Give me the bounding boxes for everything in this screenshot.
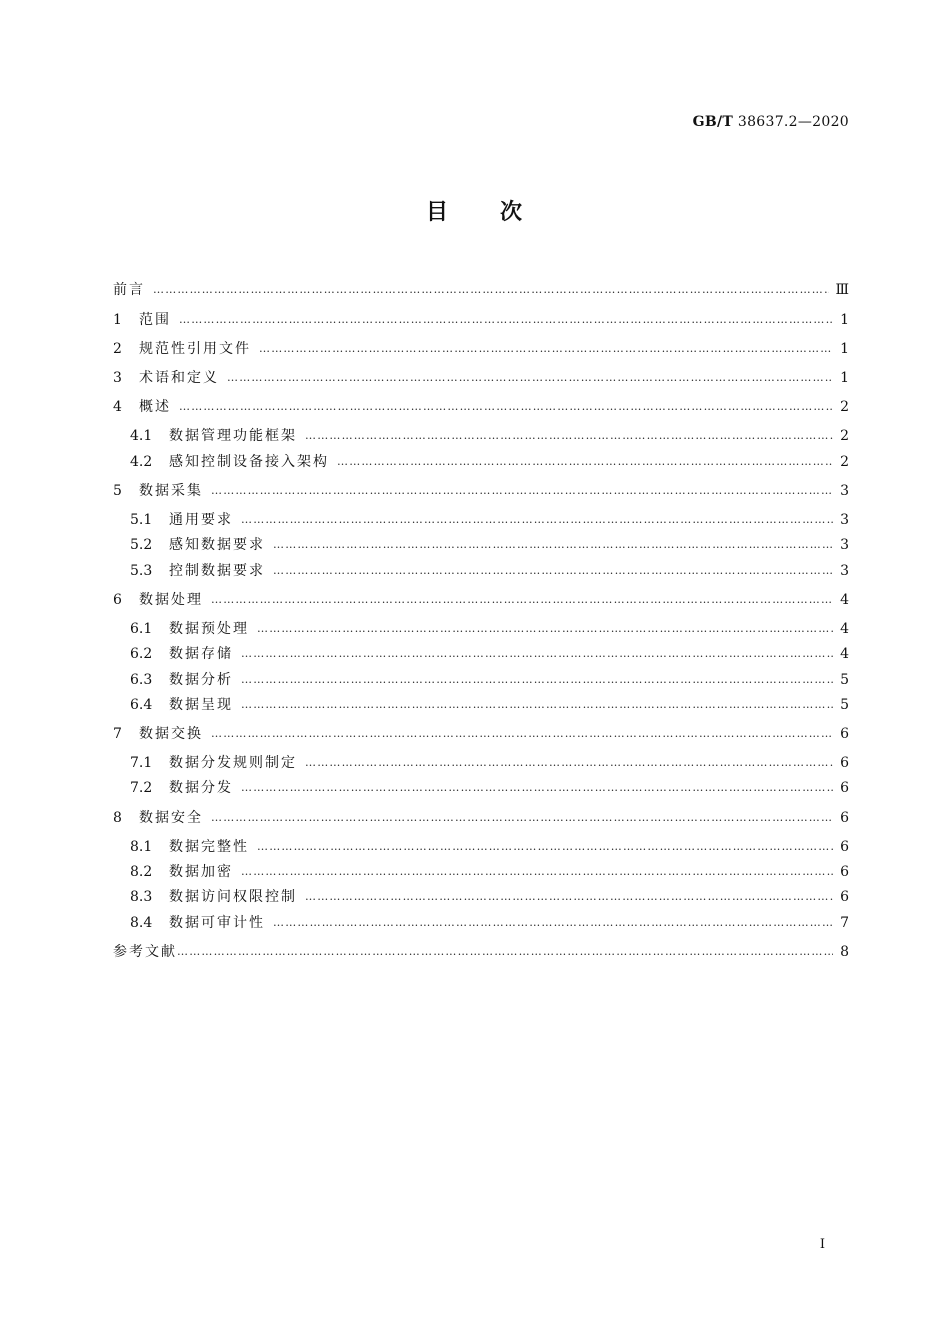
toc-entry[interactable] [113, 387, 849, 416]
toc-entry-page: 3 [840, 537, 849, 554]
toc-entry-title: 控制数据要求 [169, 562, 265, 579]
toc-leader-dots [211, 809, 833, 827]
toc-entry-page: 6 [840, 726, 849, 743]
toc-leader-dots [241, 863, 833, 881]
toc-entry-title: 数据采集 [139, 483, 203, 500]
toc-leader-dots [273, 562, 833, 580]
toc-entry-number: 6.4 [130, 696, 153, 713]
toc-entry[interactable] [113, 743, 849, 772]
toc-entry-number: 7.2 [130, 780, 153, 797]
toc-leader-dots [241, 645, 833, 663]
toc-entry[interactable] [113, 416, 849, 445]
toc-entry[interactable] [113, 299, 849, 328]
toc-entry[interactable] [113, 638, 849, 663]
toc-entry-page: 1 [840, 311, 849, 328]
toc-leader-dots [211, 482, 833, 500]
toc-entry[interactable] [113, 529, 849, 554]
toc-entry-page: 4 [840, 591, 849, 608]
toc-leader-dots [257, 620, 833, 638]
toc-leader-dots [179, 311, 833, 329]
toc-entry[interactable] [113, 554, 849, 579]
toc-entry-title: 数据管理功能框架 [169, 428, 297, 445]
toc-entry-page: 6 [840, 755, 849, 772]
toc-entry-number: 4.1 [130, 428, 153, 445]
toc-entry[interactable] [113, 932, 849, 961]
title-char-1: 目 [425, 200, 450, 225]
toc-entry-page: 3 [840, 483, 849, 500]
toc-leader-dots [337, 453, 833, 471]
toc-leader-dots [211, 725, 833, 743]
toc-entry-number: 8.4 [130, 914, 153, 931]
toc-entry-title: 数据完整性 [169, 838, 249, 855]
toc-entry-page: 1 [840, 370, 849, 387]
toc-entry-title: 数据处理 [139, 591, 203, 608]
toc-entry[interactable] [113, 689, 849, 714]
toc-entry-page: 7 [840, 914, 849, 931]
toc-entry[interactable] [113, 856, 849, 881]
toc-entry-number: 7.1 [130, 755, 153, 772]
toc-leader-dots [273, 536, 833, 554]
toc-leader-dots [259, 340, 833, 358]
toc-entry-page: 2 [840, 428, 849, 445]
toc-entry[interactable] [113, 580, 849, 609]
toc-entry-number: 8 [113, 809, 122, 826]
toc-entry[interactable] [113, 797, 849, 826]
toc-leader-dots [153, 281, 829, 299]
toc-entry-title: 数据预处理 [169, 620, 249, 637]
toc-entry-page: 3 [840, 512, 849, 529]
toc-entry-page: 2 [840, 399, 849, 416]
toc-leader-dots [179, 398, 833, 416]
toc-entry-title: 数据呈现 [169, 696, 233, 713]
toc-entry-number: 5 [113, 483, 122, 500]
toc-leader-dots [241, 511, 833, 529]
toc-entry-number: 5.1 [130, 512, 153, 529]
toc-entry-number: 7 [113, 726, 122, 743]
toc-entry-number: 8.3 [130, 889, 153, 906]
toc-entry-page: 5 [840, 696, 849, 713]
toc-entry-page: Ⅲ [835, 282, 849, 299]
toc-entry[interactable] [113, 881, 849, 906]
toc-entry-number: 4 [113, 399, 122, 416]
toc-entry-page: 5 [840, 671, 849, 688]
toc-leader-dots [211, 591, 833, 609]
toc-entry[interactable] [113, 906, 849, 931]
toc-entry[interactable] [113, 445, 849, 470]
toc-entry-title: 数据分析 [169, 671, 233, 688]
toc-leader-dots [305, 888, 833, 906]
toc-entry-number: 1 [113, 311, 122, 328]
page-number: Ⅰ [819, 1237, 825, 1252]
toc-entry-page: 6 [840, 864, 849, 881]
toc-leader-dots [177, 943, 833, 961]
toc-entry-number: 6 [113, 591, 122, 608]
toc-entry[interactable] [113, 471, 849, 500]
toc-entry-title: 数据可审计性 [169, 914, 265, 931]
toc-leader-dots [227, 369, 833, 387]
toc-entry-number: 6.3 [130, 671, 153, 688]
page-title [0, 195, 950, 226]
toc-leader-dots [305, 427, 833, 445]
standard-code [693, 114, 849, 130]
toc-entry-title: 数据安全 [139, 809, 203, 826]
toc-entry[interactable] [113, 772, 849, 797]
toc-leader-dots [257, 838, 833, 856]
toc-entry-title: 数据访问权限控制 [169, 889, 297, 906]
toc-entry-title: 数据交换 [139, 726, 203, 743]
toc-entry-title: 通用要求 [169, 512, 233, 529]
title-char-2: 次 [500, 200, 525, 225]
toc-entry[interactable] [113, 609, 849, 638]
toc-entry-title: 范围 [139, 311, 171, 328]
toc-entry-page: 6 [840, 889, 849, 906]
toc-entry-number: 3 [113, 370, 122, 387]
table-of-contents [113, 270, 849, 961]
toc-entry-title: 数据加密 [169, 864, 233, 881]
toc-entry-number: 6.2 [130, 646, 153, 663]
toc-entry[interactable] [113, 500, 849, 529]
standard-prefix: GB/T [692, 114, 734, 130]
toc-entry-page: 2 [840, 453, 849, 470]
toc-entry-page: 4 [840, 646, 849, 663]
toc-entry-page: 8 [840, 943, 849, 960]
toc-entry-page: 1 [840, 340, 849, 357]
toc-entry-number: 5.2 [130, 537, 153, 554]
standard-number: 38637.2—2020 [737, 114, 849, 130]
toc-entry-number: 2 [113, 340, 122, 357]
toc-entry-page: 6 [840, 838, 849, 855]
toc-leader-dots [241, 671, 833, 689]
toc-entry-title: 感知控制设备接入架构 [169, 453, 329, 470]
toc-entry-title: 数据分发规则制定 [169, 755, 297, 772]
toc-entry-number: 6.1 [130, 620, 153, 637]
toc-entry[interactable] [113, 827, 849, 856]
toc-entry[interactable] [113, 329, 849, 358]
toc-entry-number: 8.2 [130, 864, 153, 881]
toc-entry-title: 概述 [139, 399, 171, 416]
toc-leader-dots [241, 779, 833, 797]
toc-entry-title: 规范性引用文件 [139, 340, 251, 357]
toc-leader-dots [305, 754, 833, 772]
toc-entry-page: 3 [840, 562, 849, 579]
toc-leader-dots [273, 914, 833, 932]
toc-entry-title: 数据存储 [169, 646, 233, 663]
toc-entry-page: 6 [840, 809, 849, 826]
toc-entry[interactable] [113, 358, 849, 387]
toc-entry[interactable] [113, 714, 849, 743]
toc-entry-title: 数据分发 [169, 780, 233, 797]
toc-entry-title: 前言 [113, 282, 145, 299]
toc-entry-title: 术语和定义 [139, 370, 219, 387]
toc-entry-page: 6 [840, 780, 849, 797]
toc-entry-title: 参考文献 [113, 943, 177, 960]
toc-leader-dots [241, 696, 833, 714]
toc-entry-page: 4 [840, 620, 849, 637]
toc-entry-number: 5.3 [130, 562, 153, 579]
toc-entry[interactable] [113, 270, 849, 299]
toc-entry[interactable] [113, 663, 849, 688]
toc-entry-title: 感知数据要求 [169, 537, 265, 554]
toc-entry-number: 4.2 [130, 453, 153, 470]
toc-entry-number: 8.1 [130, 838, 153, 855]
